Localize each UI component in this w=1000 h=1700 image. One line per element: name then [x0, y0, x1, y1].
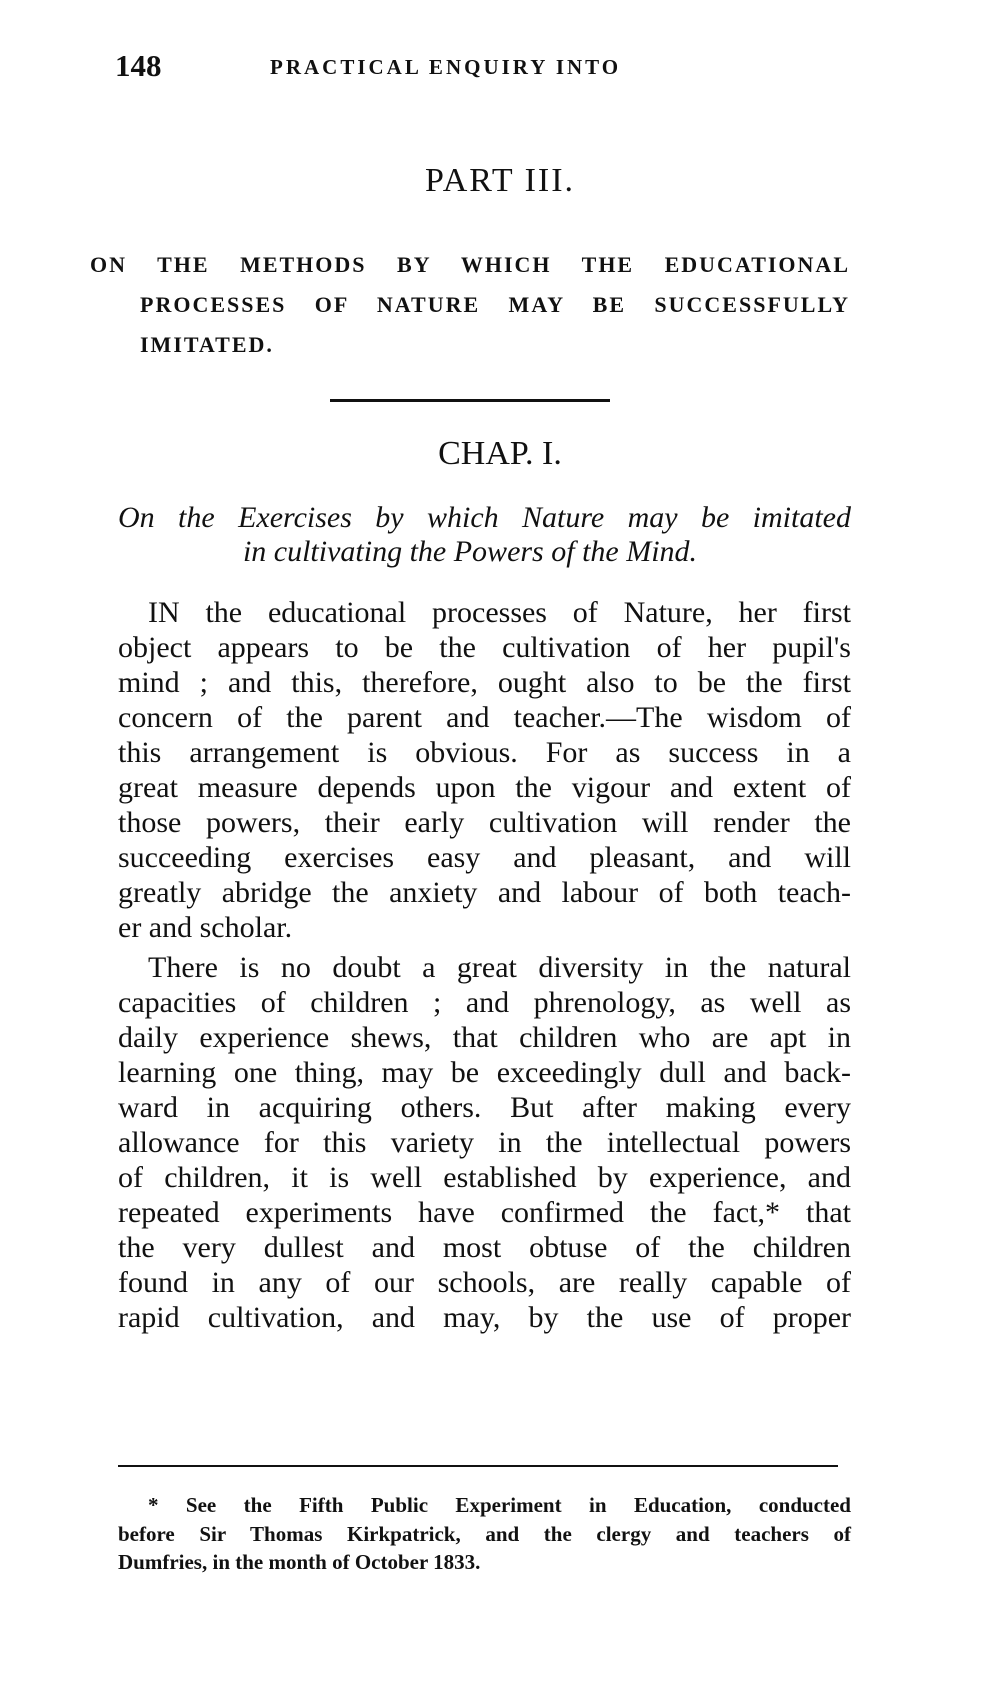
body-line: those powers, their early cultivation will render the: [118, 806, 851, 839]
body-line: ward in acquiring others. But after making every: [118, 1091, 851, 1124]
part-title: PART III.: [424, 162, 576, 199]
body-line: great measure depends upon the vigour and extent of: [118, 771, 851, 804]
part-subtitle-line: PROCESSES OF NATURE MAY BE SUCCESSFULLY: [140, 292, 850, 317]
running-title: PRACTICAL ENQUIRY INTO: [270, 55, 622, 79]
body-line: the very dullest and most obtuse of the children: [118, 1231, 851, 1264]
body-line: er and scholar.: [118, 911, 293, 944]
body-line: mind ; and this, therefore, ought also to be the first: [118, 666, 851, 699]
page-number: 148: [115, 48, 162, 83]
body-line: succeeding exercises easy and pleasant, and will: [118, 841, 851, 874]
body-line: There is no doubt a great diversity in the natural: [148, 951, 851, 984]
body-line: learning one thing, may be exceedingly dull and back-: [118, 1056, 851, 1089]
chapter-subtitle-line: On the Exercises by which Nature may be imitated: [118, 501, 851, 534]
body-line: found in any of our schools, are really capable of: [118, 1266, 851, 1299]
body-line: greatly abridge the anxiety and labour of both teach-: [118, 876, 851, 909]
body-line: daily experience shews, that children who are apt in: [118, 1021, 851, 1054]
footnote-line: before Sir Thomas Kirkpatrick, and the clergy and teachers of: [118, 1522, 851, 1546]
body-line: repeated experiments have confirmed the fact,* that: [118, 1196, 851, 1229]
body-line: this arrangement is obvious. For as success in a: [118, 736, 851, 769]
footnote-rule: [118, 1465, 838, 1467]
body-line: IN the educational processes of Nature, her first: [148, 596, 851, 629]
chapter-subtitle-line: in cultivating the Powers of the Mind.: [242, 535, 698, 568]
body-line: capacities of children ; and phrenology, as well as: [118, 986, 851, 1019]
footnote-line: Dumfries, in the month of October 1833.: [118, 1550, 481, 1574]
body-line: allowance for this variety in the intellectual powers: [118, 1126, 851, 1159]
part-subtitle-line: IMITATED.: [140, 332, 274, 357]
body-line: rapid cultivation, and may, by the use of proper: [118, 1301, 851, 1334]
part-subtitle-line: ON THE METHODS BY WHICH THE EDUCATIONAL: [90, 252, 850, 277]
body-line: object appears to be the cultivation of her pupil's: [118, 631, 851, 664]
section-divider: [330, 399, 610, 402]
chapter-title: CHAP. I.: [438, 435, 562, 472]
body-line: of children, it is well established by experience, and: [118, 1161, 851, 1194]
body-line: concern of the parent and teacher.—The wisdom of: [118, 701, 851, 734]
footnote-line: * See the Fifth Public Experiment in Education, conducted: [148, 1493, 851, 1517]
